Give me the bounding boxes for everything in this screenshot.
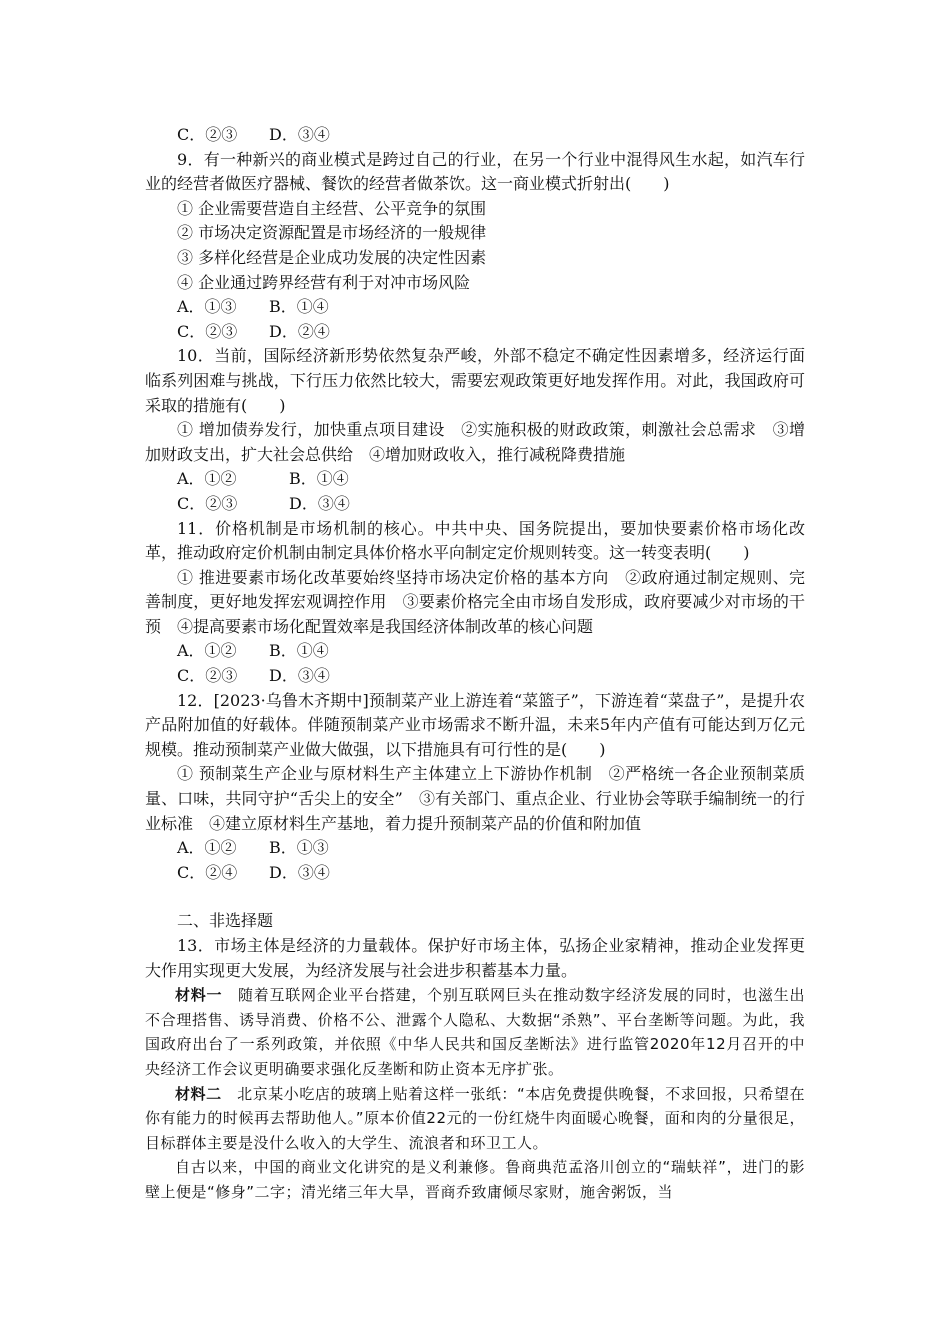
q9-stem: 9．有一种新兴的商业模式是跨过自己的行业，在另一个行业中混得风生水起，如汽车行业的经营者做医疗器械、餐饮的经营者做茶饮。这一商业模式折射出( ) [145,149,805,194]
q12-option-a: A．①② [177,838,237,858]
q12-options-row2 [145,861,805,886]
q10-options-row1 [145,467,805,492]
q11-option-d: D．③④ [269,666,330,686]
q12-option-b: B．①③ [269,838,329,858]
q9-option-d: D．②④ [269,321,330,341]
q10-option-c: C．②③ [177,493,238,513]
q13-material-2-continued: 自古以来，中国的商业文化讲究的是义利兼修。鲁商典范孟洛川创立的“瑞蚨祥”，进门的影壁上便是“修身”二字；清光绪三年大旱，晋商乔致庸倾尽家财，施舍粥饭，当 [145,1158,805,1201]
q9-option-b: B．①④ [269,297,329,317]
q10-options-row2 [145,492,805,517]
q12-items: ① 预制菜生产企业与原材料生产主体建立上下游协作机制 ②严格统一各企业预制菜质量、口味，共同守护“舌尖上的安全” ③有关部门、重点企业、行业协会等联手编制统一的行业标准 ④建立原材料生产基地，着力提升预制菜产品的价值和附加值 [145,764,805,833]
q9-options-row1 [145,295,805,320]
q11-stem: 11．价格机制是市场机制的核心。中共中央、国务院提出，要加快要素价格市场化改革，推动政府定价机制由制定具体价格水平向制定定价规则转变。这一转变表明( ) [145,518,805,563]
q10-items: ① 增加债券发行，加快重点项目建设 ②实施积极的财政政策，刺激社会总需求 ③增加财政支出，扩大社会总供给 ④增加财政收入，推行减税降费措施 [145,420,805,464]
q10-stem: 10．当前，国际经济新形势依然复杂严峻，外部不稳定不确定性因素增多，经济运行面临系列困难与挑战，下行压力依然比较大，需要宏观政策更好地发挥作用。对此，我国政府可采取的措施有( ) [145,346,805,415]
q12-options-row1 [145,836,805,861]
q10-option-b: B．①④ [289,469,349,489]
q8-options [145,123,805,148]
q9-option-c: C．②③ [177,321,238,341]
material-1-label: 材料一 [175,986,223,1005]
q11-option-c: C．②③ [177,666,238,686]
q12-stem: 12．[2023·乌鲁木齐期中]预制菜产业上游连着“菜篮子”，下游连着“菜盘子”，是提升农产品附加值的好载体。伴随预制菜产业市场需求不断升温，未来5年内产值有可能达到万亿元规模。推动预制菜产业做大做强，以下措施具有可行性的是( ) [145,690,805,759]
q9-item-2: ② 市场决定资源配置是市场经济的一般规律 [177,223,487,243]
document-body [145,123,805,1205]
q10-option-a: A．①② [177,469,237,489]
q10-option-d: D．③④ [289,493,350,513]
q9-option-a: A．①③ [177,297,237,317]
q12-option-d: D．③④ [269,862,330,882]
q12-option-c: C．②④ [177,862,238,882]
q11-option-a: A．①② [177,641,237,661]
q11-options-row1 [145,639,805,664]
q9-item-1: ① 企业需要营造自主经营、公平竞争的氛围 [177,198,487,218]
material-2-label: 材料二 [175,1084,222,1103]
q9-options-row2 [145,320,805,345]
q8-option-d: D．③④ [269,125,330,144]
q11-options-row2 [145,664,805,689]
q9-item-3: ③ 多样化经营是企业成功发展的决定性因素 [177,247,487,267]
q11-items: ① 推进要素市场化改革要始终坚持市场决定价格的基本方向 ②政府通过制定规则、完善制度，更好地发挥宏观调控作用 ③要素价格完全由市场自发形成，政府要减少对市场的干预 ④提高要素市场化配置效率是我国经济体制改革的核心问题 [145,567,805,636]
q11-option-b: B．①④ [269,641,329,661]
q9-item-4: ④ 企业通过跨界经营有利于对冲市场风险 [177,272,471,292]
q13-stem: 13．市场主体是经济的力量载体。保护好市场主体，弘扬企业家精神，推动企业发挥更大作用实现更大发展，为经济发展与社会进步积蓄基本力量。 [145,936,805,980]
material-1-text: 随着互联网企业平台搭建，个别互联网巨头在推动数字经济发展的同时，也滋生出不合理搭售、诱导消费、价格不公、泄露个人隐私、大数据“杀熟”、平台垄断等问题。为此，我国政府出台了一系列政策，并依照《中华人民共和国反垄断法》进行监管2020年12月召开的中央经济工作会议更明确要求强化反垄断和防止资本无序扩张。 [145,986,805,1078]
material-2-text: 北京某小吃店的玻璃上贴着这样一张纸：“本店免费提供晚餐，不求回报，只希望在你有能力的时候再去帮助他人。”原本价值22元的一份红烧牛肉面暖心晚餐，面和肉的分量很足，目标群体主要是没什么收入的大学生、流浪者和环卫工人。 [145,1084,805,1152]
q13-material-2 [145,1082,805,1156]
q13-material-1 [145,983,805,1081]
section-heading: 二、非选择题 [177,911,274,931]
q8-option-c: C．②③ [177,125,238,144]
